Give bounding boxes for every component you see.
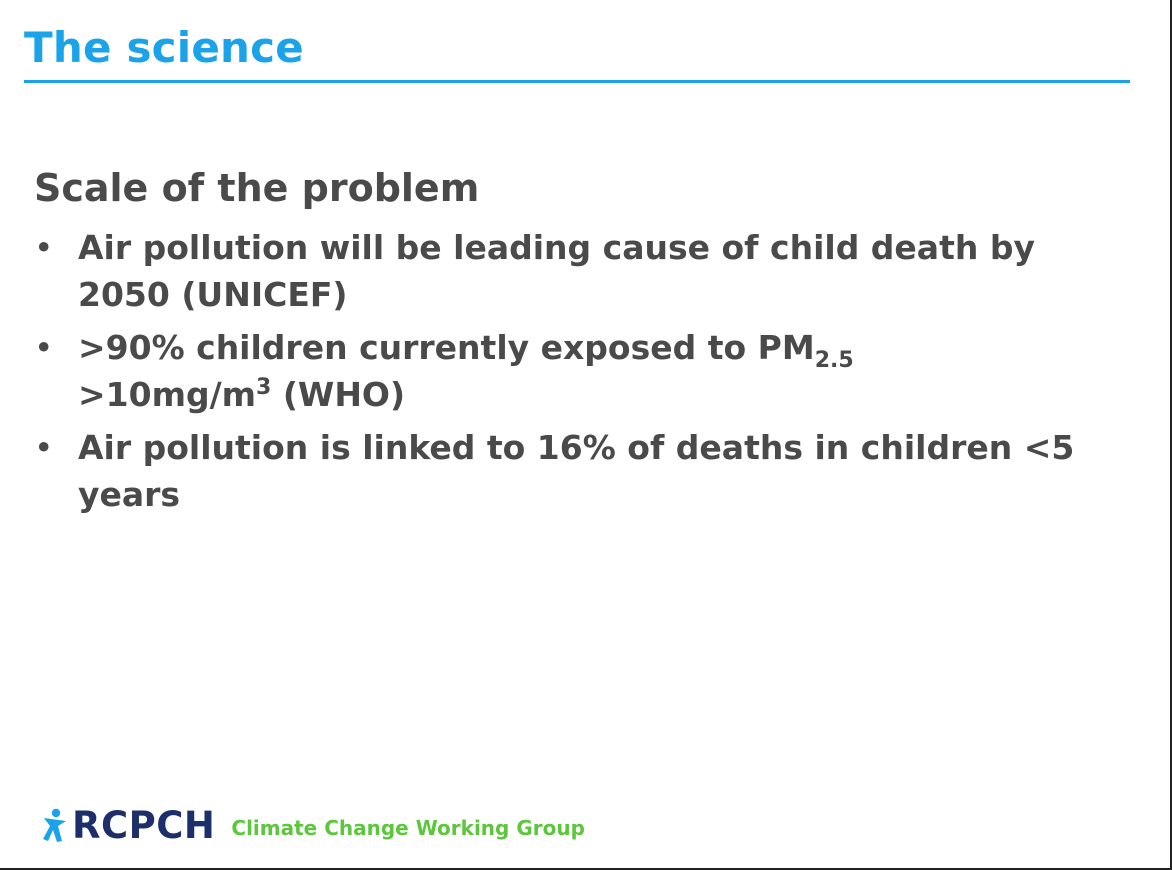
bullet-icon: •: [34, 428, 54, 467]
bullet-text-line2: >10mg/m: [78, 375, 257, 414]
bullet-text: Air pollution is linked to 16% of deaths in children <5 years: [78, 428, 1075, 514]
bullet-list: [34, 224, 1114, 518]
bullet-icon: •: [34, 228, 54, 267]
bullet-text-source: (WHO): [271, 375, 406, 414]
running-child-icon: [42, 808, 68, 844]
bullet-text: >90% children currently exposed to PM: [78, 328, 815, 367]
footer: [42, 806, 585, 846]
bullet-item: [34, 424, 1114, 518]
logo-text: RCPCH: [72, 804, 216, 847]
bullet-icon: •: [34, 328, 54, 367]
section-heading: Scale of the problem: [34, 166, 480, 210]
pm-subscript: 2.5: [814, 348, 854, 373]
bullet-item: [34, 324, 1114, 418]
slide-content: [34, 162, 1114, 524]
bullet-text: Air pollution will be leading cause of child death by 2050 (UNICEF): [78, 228, 1035, 314]
slide-title: The science: [24, 23, 304, 72]
bullet-item: [34, 224, 1114, 318]
working-group-name: Climate Change Working Group: [231, 816, 585, 840]
title-underline: [24, 80, 1130, 83]
unit-superscript: 3: [256, 375, 272, 400]
